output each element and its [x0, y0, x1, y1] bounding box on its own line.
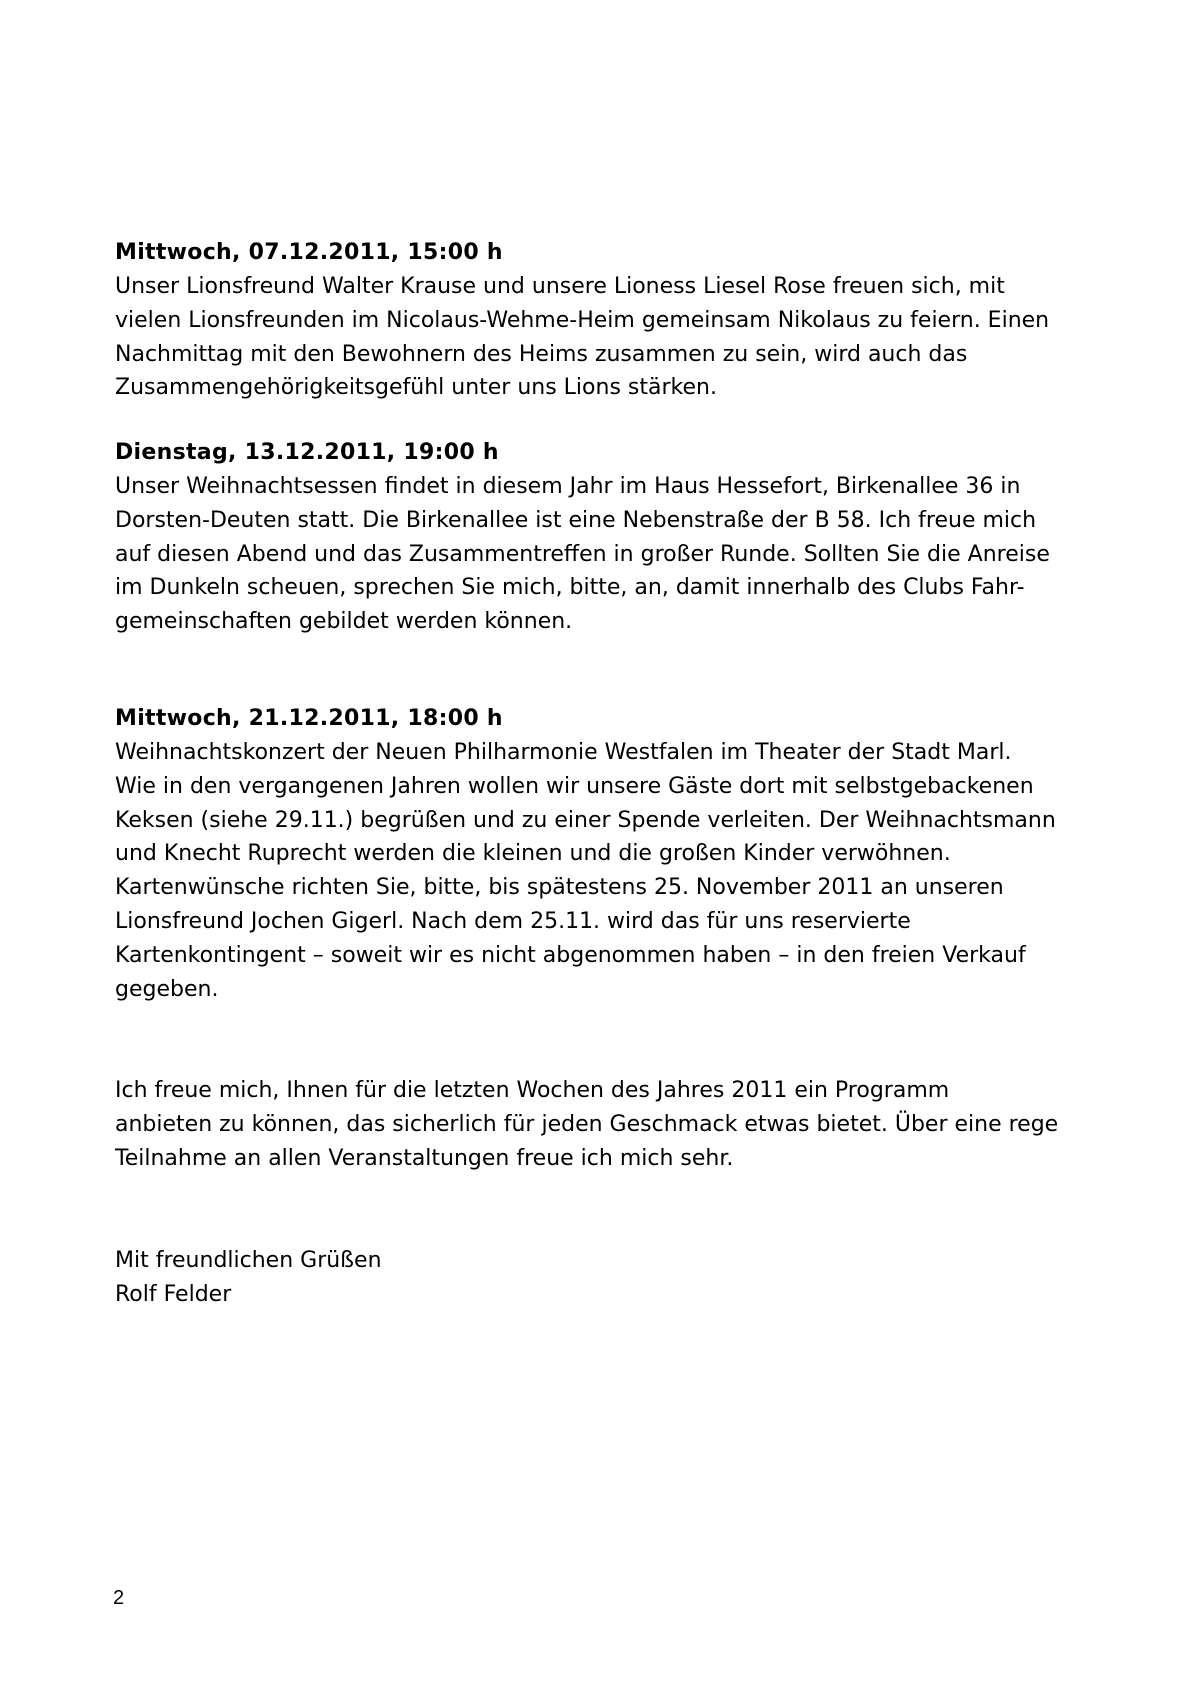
body-line: gemeinschaften gebildet werden können. [115, 609, 573, 635]
body-line: Unser Lionsfreund Walter Krause und unsere Lioness Liesel Rose freuen sich, mit [115, 274, 1005, 299]
body-line: Nachmittag mit den Bewohnern des Heims zusammen zu sein, wird auch das [115, 341, 968, 367]
body-line: vielen Lionsfreunden im Nicolaus-Wehme-Heim gemeinsam Nikolaus zu feiern. Einen [115, 307, 1050, 333]
body-line: anbieten zu können, das sicherlich für jeden Geschmack etwas bietet. Über eine rege [115, 1111, 1059, 1137]
body-line: und Knecht Ruprecht werden die kleinen und die großen Kinder verwöhnen. [115, 841, 951, 867]
closing-paragraph [115, 1074, 1095, 1175]
signoff-greeting: Mit freundlichen Grüßen [115, 1248, 382, 1273]
body-line: Unser Weihnachtsessen findet in diesem Jahr im Haus Hessefort, Birkenallee 36 in [115, 474, 1021, 499]
event-heading: Mittwoch, 07.12.2011, 15:00 h [115, 240, 503, 265]
event-heading: Mittwoch, 21.12.2011, 18:00 h [115, 706, 503, 731]
event-heading: Dienstag, 13.12.2011, 19:00 h [115, 440, 499, 465]
event-section-nikolaus [115, 236, 1095, 405]
body-line: auf diesen Abend und das Zusammentreffen in großer Runde. Sollten Sie die Anreise [115, 541, 1050, 567]
body-line: im Dunkeln scheuen, sprechen Sie mich, bitte, an, damit innerhalb des Clubs Fahr- [115, 575, 1025, 601]
body-line: Kartenwünsche richten Sie, bitte, bis spätestens 25. November 2011 an unseren [115, 875, 1004, 901]
body-line: Zusammengehörigkeitsgefühl unter uns Lions stärken. [115, 375, 717, 401]
page-number: 2 [113, 1587, 125, 1609]
body-line: Dorsten-Deuten statt. Die Birkenallee ist eine Nebenstraße der B 58. Ich freue mich [115, 507, 1037, 533]
signoff-name: Rolf Felder [115, 1281, 232, 1307]
signoff [115, 1244, 1095, 1312]
body-line: Wie in den vergangenen Jahren wollen wir unsere Gäste dort mit selbstgebackenen [115, 773, 1034, 799]
body-line: Kartenkontingent – soweit wir es nicht abgenommen haben – in den freien Verkauf [115, 942, 1026, 968]
body-line: Teilnahme an allen Veranstaltungen freue ich mich sehr. [115, 1145, 734, 1171]
event-section-weihnachtskonzert [115, 702, 1095, 1006]
event-section-weihnachtsessen [115, 436, 1095, 639]
body-line: Lionsfreund Jochen Gigerl. Nach dem 25.11. wird das für uns reservierte [115, 908, 911, 934]
body-line: Weihnachtskonzert der Neuen Philharmonie Westfalen im Theater der Stadt Marl. [115, 740, 1012, 765]
body-line: Keksen (siehe 29.11.) begrüßen und zu einer Spende verleiten. Der Weihnachtsmann [115, 807, 1056, 833]
body-line: Ich freue mich, Ihnen für die letzten Wochen des Jahres 2011 ein Programm [115, 1078, 950, 1103]
body-line: gegeben. [115, 976, 219, 1002]
